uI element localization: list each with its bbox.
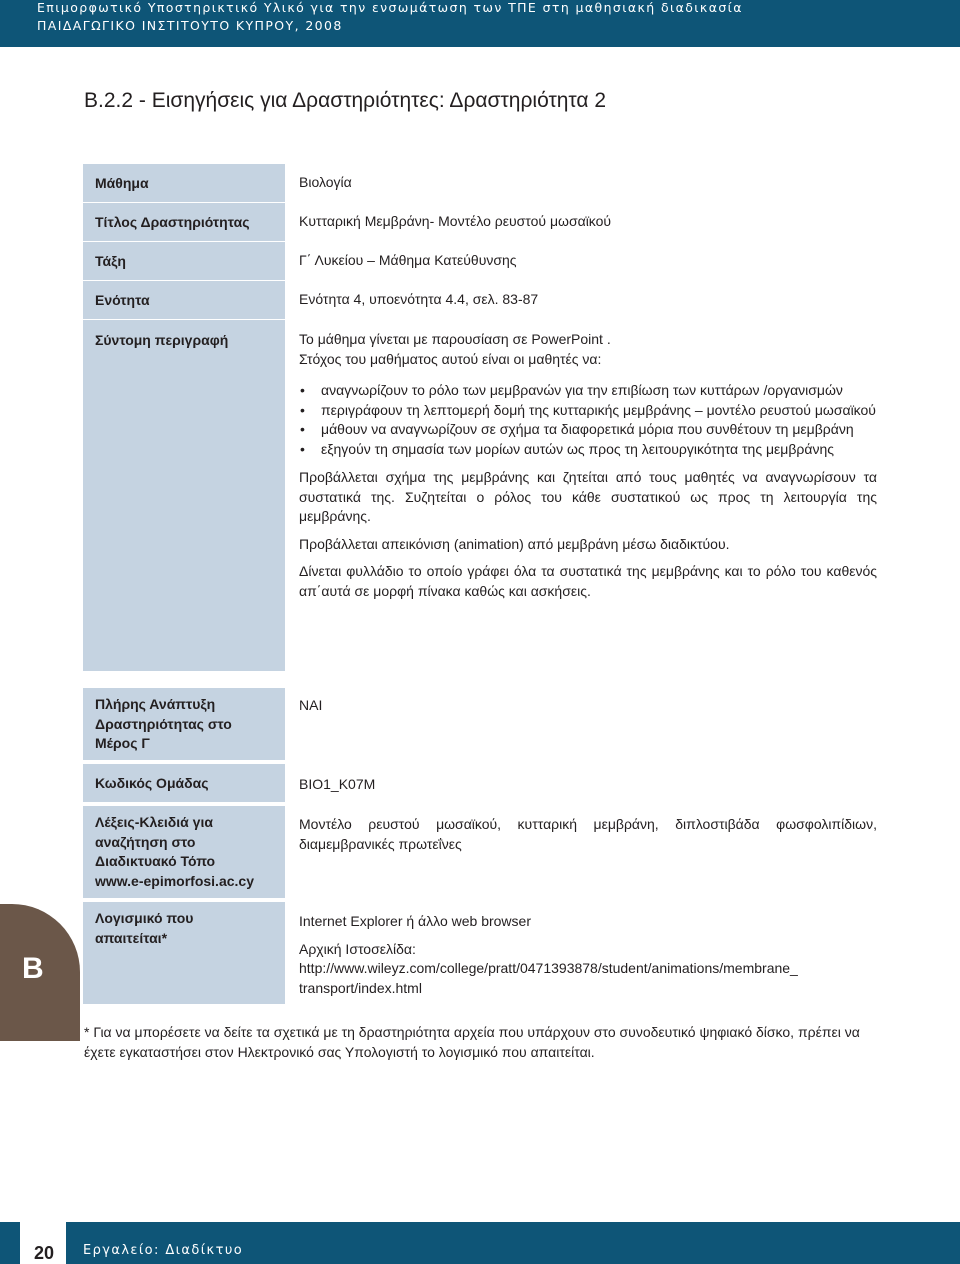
label-description <box>83 320 285 671</box>
description-paragraph-2: Προβάλλεται απεικόνιση (animation) από μεμβράνη μέσω διαδικτύου. <box>299 535 730 552</box>
label-line: απαιτείται* <box>95 929 168 946</box>
list-item: • περιγράφουν τη λεπτομερή δομή της κυτταρικής μεμβράνης – μοντέλο ρευστού μωσαϊκού <box>299 401 877 421</box>
value-group-code: ΒΙΟ1_Κ07Μ <box>299 776 376 792</box>
label-keywords <box>83 806 285 898</box>
description-intro-1: Το μάθημα γίνεται με παρουσίαση σε PowerPoint . <box>299 331 611 347</box>
label-unit <box>83 281 285 319</box>
value-software <box>299 912 877 998</box>
side-chapter-letter: Β <box>22 952 44 985</box>
objectives-list <box>299 381 877 459</box>
footnote: * Για να μπορέσετε να δείτε τα σχετικά με τη δραστηριότητα αρχεία που υπάρχουν στο συνοδευτικό ψηφιακό δίσκο, πρέπει να έχετε εγκαταστήσει στον Ηλεκτρονικό σας Υπολογιστή το λογισμικό που απαιτείται. <box>84 1024 860 1060</box>
value-activity-title: Κυτταρική Μεμβράνη- Μοντέλο ρευστού μωσαϊκού <box>299 213 612 229</box>
header-banner <box>0 0 960 47</box>
description-paragraph-1: Προβάλλεται σχήμα της μεμβράνης και ζητείται από τους μαθητές να αναγνωρίσουν τα συστατικά της. Συζητείται ο ρόλος του κάθε συστατικού ως προς τη λειτουργία της μεμβράνης. <box>299 469 877 524</box>
value-keywords: Μοντέλο ρευστού μωσαϊκού, κυτταρική μεμβράνη, διπλοστιβάδα φωσφολιπίδιων, διαμεμβρανικές πρωτεΐνες <box>299 816 877 852</box>
value-full-development: ΝΑΙ <box>299 697 323 713</box>
software-home-label: Αρχική Ιστοσελίδα: <box>299 940 416 957</box>
label-unit-text: Ενότητα <box>95 292 150 308</box>
label-line: Λογισμικό που <box>95 910 194 926</box>
list-item: • αναγνωρίζουν το ρόλο των μεμβρανών για την επιβίωση των κυττάρων /οργανισμών <box>299 381 877 401</box>
label-line: αναζήτηση στο <box>95 833 196 850</box>
label-line: Διαδικτυακό Τόπο <box>95 853 216 869</box>
label-subject-text: Μάθημα <box>95 175 149 191</box>
label-line: www.e-epimorfosi.ac.cy <box>95 872 254 889</box>
software-url-line-2: transport/index.html <box>299 979 422 996</box>
header-publication-title: Επιμορφωτικό Υποστηρικτικό Υλικό για την ενσωμάτωση των ΤΠΕ στη μαθησιακή διαδικασία <box>37 0 743 15</box>
label-subject <box>83 164 285 202</box>
label-group-code <box>83 764 285 802</box>
label-group-code-text: Κωδικός Ομάδας <box>95 775 209 791</box>
page-number: 20 <box>33 1243 55 1263</box>
label-description-text: Σύντομη περιγραφή <box>95 332 229 348</box>
label-class-text: Τάξη <box>95 253 126 269</box>
description-paragraph-3: Δίνεται φυλλάδιο το οποίο γράφει όλα τα συστατικά της μεμβράνης και το ρόλο του καθενός απ΄αυτά σε μορφή πίνακα καθώς και ασκήσεις. <box>299 563 877 599</box>
list-item: • μάθουν να αναγνωρίζουν σε σχήμα τα διαφορετικά μόρια που συνθέτουν τη μεμβράνη <box>299 420 877 440</box>
section-title: Β.2.2 - Εισηγήσεις για Δραστηριότητες: Δραστηριότητα 2 <box>84 89 607 112</box>
value-unit: Ενότητα 4, υποενότητα 4.4, σελ. 83-87 <box>299 291 539 307</box>
label-line: Δραστηριότητας στο <box>95 715 232 732</box>
label-line: Λέξεις-Κλειδιά για <box>95 814 213 830</box>
software-browser: Internet Explorer ή άλλο web browser <box>299 913 531 929</box>
software-url-line-1: http://www.wileyz.com/college/pratt/0471393878/student/animations/membrane_ <box>299 960 798 976</box>
label-full-development <box>83 688 285 760</box>
value-class: Γ΄ Λυκείου – Μάθημα Κατεύθυνσης <box>299 252 517 268</box>
label-class <box>83 242 285 280</box>
label-line: Πλήρης Ανάπτυξη <box>95 696 216 712</box>
label-software <box>83 902 285 1004</box>
side-chapter-tab <box>0 904 80 1041</box>
value-description <box>299 330 877 601</box>
label-activity-title <box>83 203 285 241</box>
list-item: • εξηγούν τη σημασία των μορίων αυτών ως προς τη λειτουργικότητα της μεμβράνης <box>299 440 877 460</box>
label-activity-title-text: Τίτλος Δραστηριότητας <box>95 214 250 230</box>
description-intro-2: Στόχος του μαθήματος αυτού είναι οι μαθητές να: <box>299 350 602 367</box>
header-publisher: ΠΑΙΔΑΓΩΓΙΚΟ ΙΝΣΤΙΤΟΥΤΟ ΚΥΠΡΟΥ, 2008 <box>37 18 343 33</box>
footer-title: Εργαλείο: Διαδίκτυο <box>83 1243 244 1258</box>
value-subject: Βιολογία <box>299 174 352 190</box>
label-line: Μέρος Γ <box>95 735 150 751</box>
